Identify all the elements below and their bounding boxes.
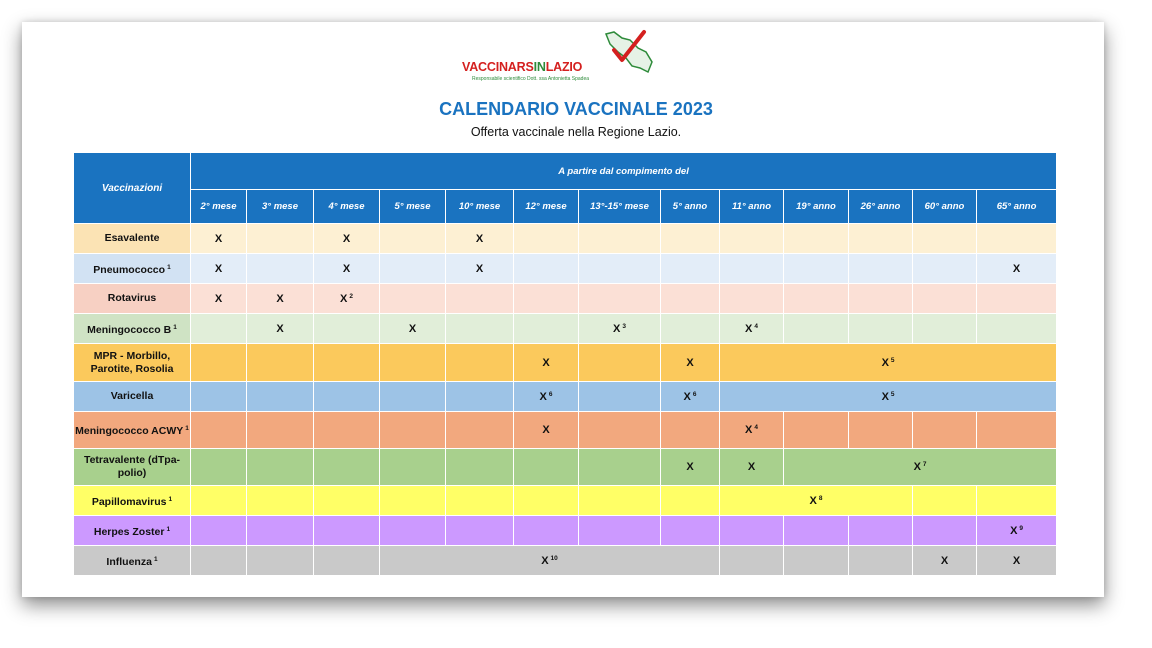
schedule-cell: [446, 344, 514, 382]
footnote-ref: 6: [692, 390, 697, 398]
schedule-cell: [661, 254, 720, 284]
schedule-cell: [446, 486, 514, 516]
schedule-cell: [579, 284, 661, 314]
schedule-cell: [514, 382, 579, 412]
schedule-cell: [247, 449, 314, 486]
table-row: [74, 254, 1057, 284]
footnote-ref: 4: [754, 424, 758, 431]
header-age: 19° anno: [784, 190, 849, 224]
schedule-cell: [661, 382, 720, 412]
schedule-cell: [314, 314, 380, 344]
table-row: [74, 382, 1057, 412]
dose-mark: X: [276, 292, 284, 305]
vaccine-name-label: Papillomavirus: [91, 495, 167, 508]
footnote-ref: 10: [550, 554, 558, 562]
schedule-cell: [514, 254, 579, 284]
schedule-cell: [849, 516, 913, 546]
vaccine-name: [74, 254, 191, 284]
dose-mark: X: [1012, 554, 1021, 567]
table-row: [74, 284, 1057, 314]
dose-mark: X: [683, 390, 691, 403]
schedule-cell: [849, 412, 913, 449]
schedule-cell: [247, 314, 314, 344]
footnote-ref: 1: [173, 323, 177, 331]
dose-mark: X: [809, 494, 817, 507]
dose-mark: X: [214, 262, 223, 275]
schedule-cell: [314, 224, 380, 254]
schedule-cell: [977, 314, 1057, 344]
dose-mark: X: [342, 232, 351, 245]
header-age: 60° anno: [913, 190, 977, 224]
schedule-cell: [446, 314, 514, 344]
vaccine-name-label: Varicella: [110, 390, 154, 402]
vaccine-name-label: Tetravalente (dTpa-polio): [83, 454, 181, 479]
schedule-cell: [977, 486, 1057, 516]
vaccine-name: [74, 486, 191, 516]
schedule-cell: [720, 314, 784, 344]
schedule-cell: [913, 412, 977, 449]
vaccine-name: [74, 344, 191, 382]
footnote-ref: 1: [168, 495, 173, 503]
logo-wordmark: VACCINARSINLAZIO: [462, 60, 583, 74]
footnote-ref: 5: [890, 390, 895, 398]
header-age: 5° anno: [661, 190, 720, 224]
schedule-cell: [514, 344, 579, 382]
schedule-cell: [314, 412, 380, 449]
vaccine-name: [74, 516, 191, 546]
schedule-cell: [849, 546, 913, 576]
footnote-ref: 4: [754, 322, 758, 330]
schedule-cell: [661, 344, 720, 382]
vaccine-name-label: Esavalente: [104, 232, 160, 244]
schedule-cell: [913, 546, 977, 576]
schedule-cell: [314, 254, 380, 284]
schedule-cell: [247, 486, 314, 516]
schedule-cell: [661, 314, 720, 344]
dose-mark: X: [881, 356, 889, 369]
schedule-cell: [784, 224, 849, 254]
schedule-cell: [314, 284, 380, 314]
schedule-cell: [720, 412, 784, 449]
footnote-ref: 1: [166, 525, 171, 533]
dose-mark: X: [541, 554, 549, 567]
schedule-cell: [314, 382, 380, 412]
dose-mark: X: [340, 292, 348, 305]
schedule-cell: [191, 486, 247, 516]
schedule-cell: [380, 254, 446, 284]
schedule-cell: [314, 344, 380, 382]
table-row: [74, 546, 1057, 576]
table-row: [74, 224, 1057, 254]
vaccine-name-label: Rotavirus: [107, 292, 157, 304]
dose-mark: X: [475, 232, 484, 245]
vaccine-name: [74, 412, 191, 449]
schedule-cell: [849, 224, 913, 254]
schedule-cell: [579, 382, 661, 412]
schedule-cell: [247, 382, 314, 412]
schedule-cell: [247, 344, 314, 382]
logo-subtitle: Responsabile scientifico Dott. ssa Antonietta Spadea: [472, 76, 590, 82]
schedule-cell: [446, 516, 514, 546]
footnote-ref: 7: [922, 461, 927, 468]
schedule-cell: [661, 449, 720, 486]
schedule-cell: [720, 344, 1057, 382]
dose-mark: X: [613, 322, 621, 335]
schedule-cell: [446, 412, 514, 449]
schedule-cell: [661, 412, 720, 449]
header-vaccinazioni: Vaccinazioni: [74, 153, 191, 224]
lazio-map-icon: [600, 28, 656, 78]
schedule-cell: [191, 224, 247, 254]
schedule-cell: [514, 284, 579, 314]
vaccine-name-label: Influenza: [106, 555, 152, 568]
schedule-cell: [913, 254, 977, 284]
header-age: 13°-15° mese: [579, 190, 661, 224]
schedule-cell: [849, 254, 913, 284]
schedule-cell: [247, 546, 314, 576]
schedule-cell: [849, 314, 913, 344]
schedule-cell: [784, 546, 849, 576]
schedule-cell: [579, 314, 661, 344]
schedule-cell: [913, 486, 977, 516]
header-age: 12° mese: [514, 190, 579, 224]
schedule-cell: [380, 284, 446, 314]
schedule-cell: [191, 254, 247, 284]
schedule-cell: [514, 314, 579, 344]
schedule-cell: [720, 486, 913, 516]
dose-mark: X: [276, 322, 284, 335]
schedule-cell: [446, 224, 514, 254]
schedule-cell: [849, 284, 913, 314]
schedule-cell: [446, 449, 514, 486]
vaccine-name-label: Meningococco ACWY: [75, 425, 184, 437]
schedule-cell: [314, 486, 380, 516]
header-age: 11° anno: [720, 190, 784, 224]
schedule-cell: [720, 224, 784, 254]
page-subtitle: Offerta vaccinale nella Regione Lazio.: [470, 125, 682, 139]
schedule-cell: [720, 546, 784, 576]
schedule-cell: [380, 412, 446, 449]
footnote-ref: 9: [1019, 524, 1024, 532]
schedule-cell: [514, 516, 579, 546]
vaccine-calendar-table-wrapper: [73, 152, 1056, 576]
schedule-cell: [446, 284, 514, 314]
page-title: CALENDARIO VACCINALE 2023: [439, 99, 713, 119]
vaccine-name: [74, 284, 191, 314]
schedule-cell: [720, 254, 784, 284]
table-row: [74, 314, 1057, 344]
schedule-cell: [191, 546, 247, 576]
schedule-cell: [579, 486, 661, 516]
schedule-cell: [977, 546, 1057, 576]
header-age: 3° mese: [247, 190, 314, 224]
vaccine-name: [74, 224, 191, 254]
schedule-cell: [380, 516, 446, 546]
dose-mark: X: [214, 292, 223, 305]
dose-mark: X: [1010, 524, 1018, 537]
schedule-cell: [661, 486, 720, 516]
schedule-cell: [514, 412, 579, 449]
schedule-cell: [247, 412, 314, 449]
schedule-cell: [977, 516, 1057, 546]
footnote-ref: 6: [548, 390, 553, 398]
schedule-cell: [784, 254, 849, 284]
schedule-cell: [720, 449, 784, 486]
schedule-cell: [191, 449, 247, 486]
schedule-cell: [784, 516, 849, 546]
schedule-cell: [661, 516, 720, 546]
schedule-cell: [314, 546, 380, 576]
dose-mark: X: [940, 554, 949, 567]
schedule-cell: [191, 382, 247, 412]
header-age: 26° anno: [849, 190, 913, 224]
schedule-cell: [720, 382, 1057, 412]
dose-mark: X: [214, 232, 223, 245]
footnote-ref: 5: [890, 356, 895, 364]
header-age-group: A partire dal compimento del: [191, 153, 1057, 190]
dose-mark: X: [745, 322, 753, 335]
vaccine-name: [74, 382, 191, 412]
header-age: 65° anno: [977, 190, 1057, 224]
schedule-cell: [977, 284, 1057, 314]
schedule-cell: [380, 449, 446, 486]
schedule-cell: [514, 224, 579, 254]
footnote-ref: 2: [349, 292, 353, 300]
footnote-ref: 8: [818, 494, 823, 502]
vaccine-name: [74, 314, 191, 344]
dose-mark: X: [686, 356, 694, 369]
schedule-cell: [579, 412, 661, 449]
schedule-cell: [913, 284, 977, 314]
schedule-cell: [446, 254, 514, 284]
dose-mark: X: [475, 262, 484, 275]
schedule-cell: [191, 412, 247, 449]
schedule-cell: [191, 314, 247, 344]
schedule-cell: [977, 224, 1057, 254]
schedule-cell: [661, 284, 720, 314]
schedule-cell: [314, 516, 380, 546]
schedule-cell: [913, 224, 977, 254]
table-row: [74, 412, 1057, 449]
schedule-cell: [913, 314, 977, 344]
schedule-cell: [314, 449, 380, 486]
schedule-cell: [380, 546, 720, 576]
footnote-ref: 1: [153, 555, 158, 563]
vaccine-name: [74, 449, 191, 486]
header-age: 2° mese: [191, 190, 247, 224]
table-row: [74, 486, 1057, 516]
schedule-cell: [191, 284, 247, 314]
schedule-cell: [720, 516, 784, 546]
footnote-ref: 1: [167, 263, 171, 271]
schedule-cell: [380, 344, 446, 382]
table-row: [74, 449, 1057, 486]
schedule-cell: [514, 449, 579, 486]
schedule-cell: [247, 254, 314, 284]
schedule-cell: [579, 224, 661, 254]
vaccine-name-label: Pneumococco: [93, 263, 166, 276]
footnote-ref: 1: [185, 425, 189, 432]
dose-mark: X: [686, 461, 694, 473]
vaccine-name-label: MPR - Morbillo, Parotite, Rosolia: [90, 349, 174, 375]
schedule-cell: [446, 382, 514, 412]
schedule-cell: [247, 224, 314, 254]
dose-mark: X: [747, 461, 756, 473]
schedule-cell: [579, 449, 661, 486]
dose-mark: X: [881, 390, 889, 403]
vaccine-name-label: Meningococco B: [87, 323, 172, 336]
dose-mark: X: [542, 424, 550, 436]
schedule-cell: [380, 314, 446, 344]
dose-mark: X: [408, 322, 417, 335]
dose-mark: X: [342, 262, 351, 275]
dose-mark: X: [539, 390, 547, 403]
schedule-cell: [247, 516, 314, 546]
schedule-cell: [661, 224, 720, 254]
vaccine-name-label: Herpes Zoster: [93, 525, 165, 538]
footnote-ref: 3: [622, 322, 626, 330]
schedule-cell: [191, 344, 247, 382]
schedule-cell: [784, 412, 849, 449]
header-age: 10° mese: [446, 190, 514, 224]
schedule-cell: [913, 516, 977, 546]
schedule-cell: [514, 486, 579, 516]
schedule-cell: [977, 412, 1057, 449]
schedule-cell: [247, 284, 314, 314]
schedule-cell: [380, 224, 446, 254]
schedule-cell: [784, 449, 1057, 486]
schedule-cell: [579, 254, 661, 284]
table-row: [74, 516, 1057, 546]
dose-mark: X: [913, 461, 921, 473]
header-age: 4° mese: [314, 190, 380, 224]
vaccine-calendar-table: [73, 152, 1057, 576]
schedule-cell: [784, 314, 849, 344]
schedule-cell: [784, 284, 849, 314]
schedule-cell: [380, 486, 446, 516]
schedule-cell: [380, 382, 446, 412]
dose-mark: X: [1012, 262, 1021, 275]
dose-mark: X: [542, 356, 550, 369]
header-age: 5° mese: [380, 190, 446, 224]
schedule-cell: [720, 284, 784, 314]
table-row: [74, 344, 1057, 382]
schedule-cell: [191, 516, 247, 546]
schedule-cell: [579, 516, 661, 546]
vaccine-name: [74, 546, 191, 576]
schedule-cell: [977, 254, 1057, 284]
schedule-cell: [579, 344, 661, 382]
dose-mark: X: [745, 424, 753, 436]
logo: [462, 28, 662, 88]
